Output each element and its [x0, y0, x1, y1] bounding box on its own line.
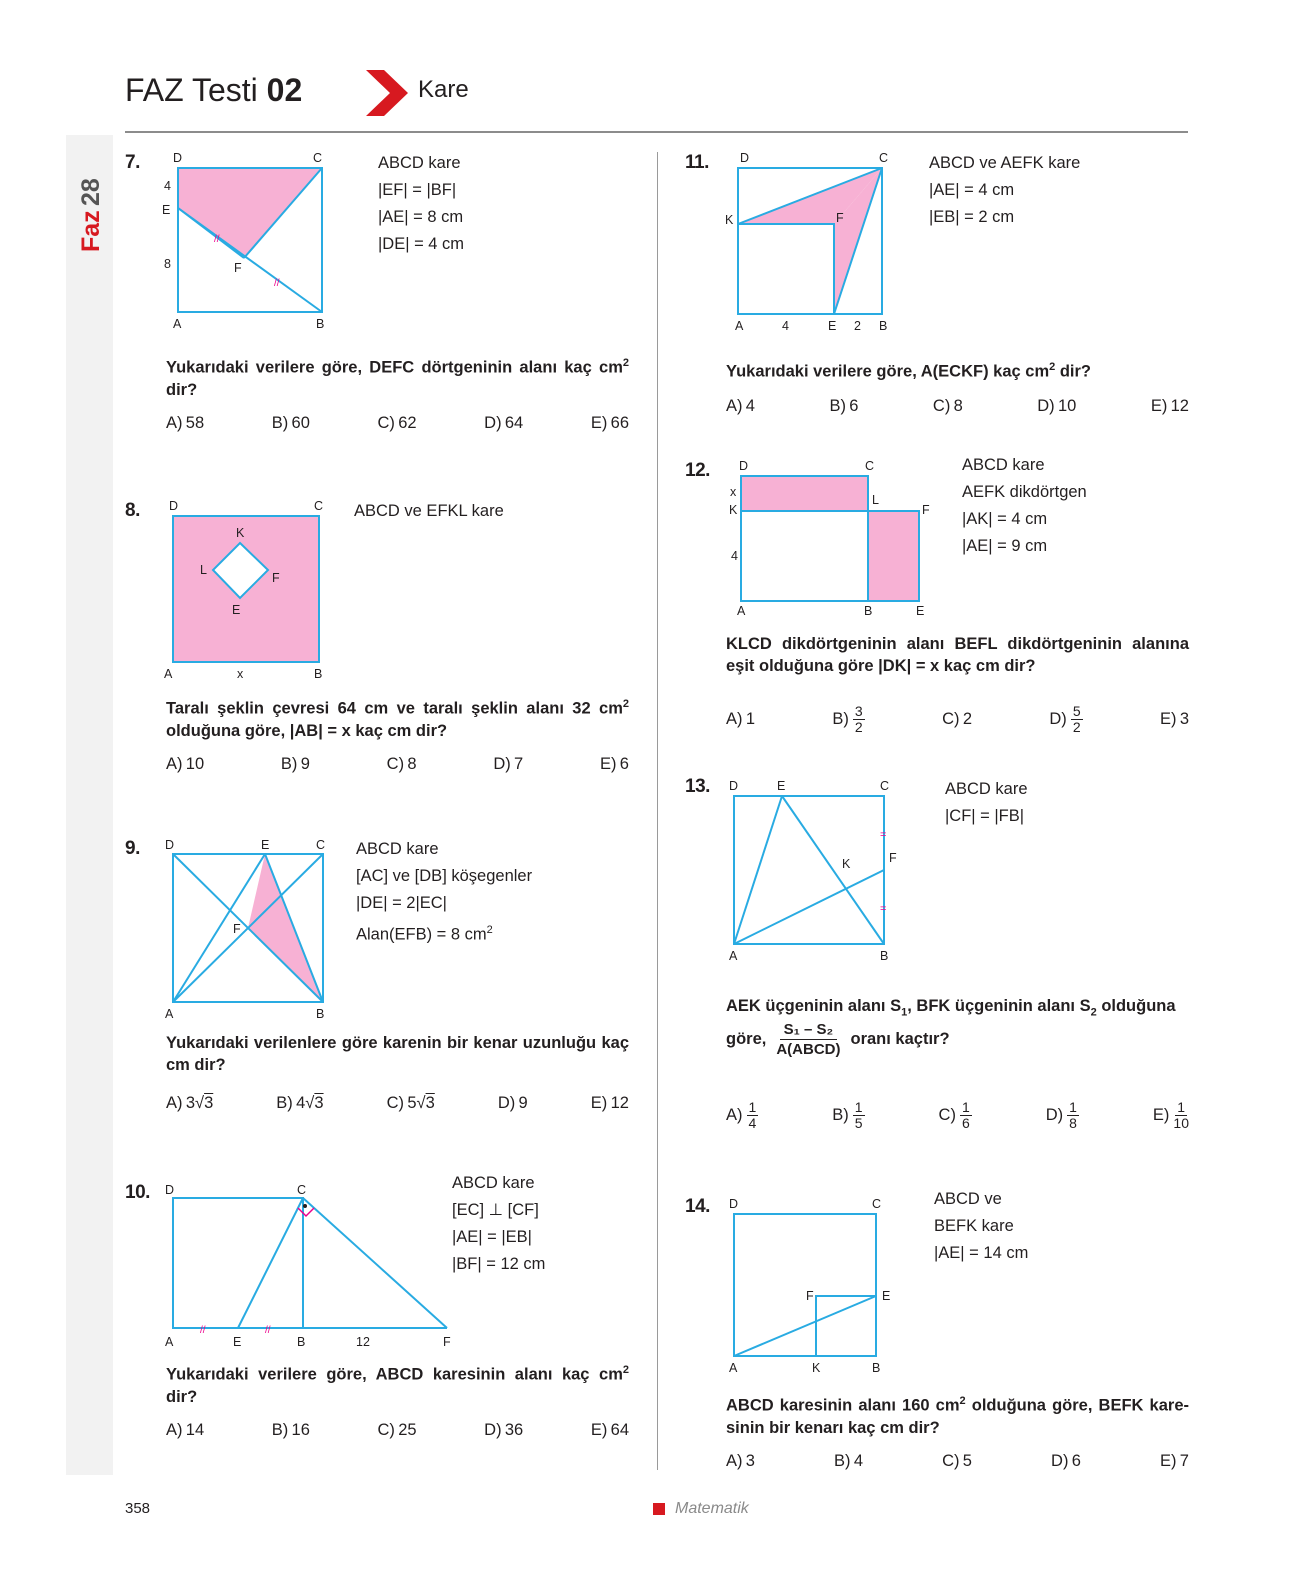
q13-option-a[interactable]: A) $\frac{1}{4}$ — [726, 1099, 757, 1131]
q9-question: Yukarıdaki verilenlere göre karenin bir kenar uzunluğu kaç cm dir? — [166, 1034, 629, 1074]
chevron-right-icon — [366, 70, 410, 116]
q11-label-A: A — [735, 319, 744, 333]
q12-label-F: F — [922, 503, 930, 517]
q14-figure — [722, 1194, 912, 1384]
q9-option-d[interactable]: D) 9 — [497, 1094, 528, 1112]
q12-label-C: C — [865, 459, 875, 473]
q14-inner-square — [816, 1296, 876, 1356]
q12-question: KLCD dikdörtgeninin alanı BEFL dikdörtgeninin alanına eşit olduğuna göre |DK| = x kaç cm dir? — [726, 635, 1189, 675]
q13-square — [734, 796, 887, 944]
q8-option-d[interactable]: D) 7 — [493, 755, 524, 773]
q12-figure — [722, 458, 942, 628]
q10-number: 10. — [125, 1182, 150, 1203]
q10-label-12: 12 — [356, 1335, 370, 1349]
q14-number: 14. — [685, 1196, 710, 1217]
q13-label-B: B — [880, 949, 889, 963]
column-divider — [657, 152, 658, 1470]
q7-question: Yukarıdaki verilere göre, DEFC dörtgeninin alanı kaç $cm^2$ dir? — [166, 357, 629, 399]
q8-option-c[interactable]: C) 8 — [386, 755, 417, 773]
q7-number: 7. — [125, 152, 140, 173]
svg-text:=: = — [880, 829, 887, 841]
q13-question: AEK üçgeninin alanı $S_1$, BFK üçgeninin alanı $S_2$ olduğuna — [726, 997, 1176, 1019]
q9-info: ABCD kare [AC] ve [DB] köşegenler |DE| = 2|EC| Alan(EFB) = 8 $cm^2$ — [356, 840, 533, 944]
q13-option-c[interactable]: C) $\frac{1}{6}$ — [938, 1099, 970, 1131]
q7-label-4: 4 — [164, 179, 171, 193]
q14-option-d[interactable]: D) 6 — [1051, 1452, 1081, 1470]
q10-option-a[interactable]: A) 14 — [166, 1421, 205, 1439]
q11-label-K: K — [725, 213, 734, 227]
q10-option-b[interactable]: B) 16 — [271, 1421, 310, 1439]
q9-label-C: C — [316, 838, 326, 852]
q12-label-A: A — [737, 604, 746, 618]
q10-option-e[interactable]: E) 64 — [590, 1421, 629, 1439]
q7-label-C: C — [313, 151, 323, 165]
q7-option-c[interactable]: C) 62 — [377, 414, 417, 432]
q7-option-b[interactable]: B) 60 — [271, 414, 310, 432]
q8-label-E: E — [232, 603, 241, 617]
q9-label-D: D — [165, 838, 175, 852]
q10-label-F: F — [443, 1335, 451, 1349]
page-title — [125, 72, 302, 109]
q11-label-D: D — [740, 151, 750, 165]
q12-label-K: K — [729, 503, 738, 517]
q9-option-e[interactable]: E) 12 — [590, 1094, 629, 1112]
q9-label-E: E — [261, 838, 270, 852]
q13-label-F: F — [889, 851, 897, 865]
q7-option-d[interactable]: D) 64 — [484, 414, 524, 432]
q12-label-x: x — [730, 485, 737, 499]
q8-label-D: D — [169, 499, 179, 513]
q13-figure — [722, 776, 912, 966]
q14-label-D: D — [729, 1197, 739, 1211]
q14-option-a[interactable]: A) 3 — [726, 1452, 755, 1470]
q8-label-C: C — [314, 499, 324, 513]
q8-label-L: L — [200, 563, 207, 577]
page-number: 358 — [125, 1500, 151, 1517]
svg-text:=: = — [880, 903, 887, 915]
q7-label-8: 8 — [164, 257, 171, 271]
q10-label-E: E — [233, 1335, 242, 1349]
q12-label-B: B — [864, 604, 873, 618]
side-number: 28 — [77, 178, 105, 206]
q7-label-A: A — [173, 317, 182, 331]
q13-label-E: E — [777, 779, 786, 793]
q9-option-c[interactable]: C) 5 √ 3 — [386, 1094, 435, 1112]
title-number: 02 — [266, 72, 303, 108]
q8-info: ABCD ve EFKL kare — [354, 502, 504, 520]
q14-label-F: F — [806, 1289, 814, 1303]
q12-option-d[interactable]: D) $\frac{5}{2}$ — [1049, 703, 1081, 735]
svg-text://: // — [200, 1325, 206, 1336]
q8-number: 8. — [125, 500, 140, 521]
q10-question: Yukarıdaki verilere göre, ABCD karesinin alanı kaç $cm^2$ dir? — [166, 1364, 629, 1406]
q13-label-C: C — [880, 779, 890, 793]
q8-options — [166, 755, 629, 774]
q11-number: 11. — [685, 152, 709, 173]
q9-number: 9. — [125, 838, 140, 859]
q12-label-L: L — [872, 493, 879, 507]
footer-square-icon — [653, 1503, 665, 1515]
q11-info: ABCD ve AEFK kare |AE| = 4 cm |EB| = 2 cm — [929, 154, 1081, 226]
q9-shaded-triangle — [248, 854, 323, 1002]
header-divider — [125, 131, 1188, 133]
q10-option-d[interactable]: D) 36 — [484, 1421, 524, 1439]
q8-option-a[interactable]: A) 10 — [166, 755, 205, 773]
q13-label-K: K — [842, 857, 851, 871]
q10-square — [173, 1198, 303, 1328]
q14-option-b[interactable]: B) 4 — [834, 1452, 864, 1470]
q12-option-b[interactable]: B) $\frac{3}{2}$ — [832, 703, 863, 735]
q13-info: ABCD kare |CF| = |FB| — [945, 780, 1028, 825]
q11-option-b[interactable]: B) 6 — [829, 397, 859, 415]
side-label — [66, 140, 113, 260]
q13-fraction: S₁ – S₂ A(ABCD) — [776, 1021, 841, 1058]
q12-option-a[interactable]: A) 1 — [726, 710, 755, 728]
q7-option-e[interactable]: E) 66 — [590, 414, 629, 432]
q11-option-a[interactable]: A) 4 — [726, 397, 755, 415]
q12-shaded-top — [741, 476, 868, 511]
q12-shaded-right — [868, 511, 919, 601]
q11-option-d[interactable]: D) 10 — [1037, 397, 1077, 415]
q11-label-E: E — [828, 319, 837, 333]
q7-label-B: B — [316, 317, 325, 331]
q13-options — [726, 1100, 1189, 1131]
q12-info: ABCD kare AEFK dikdörtgen |AK| = 4 cm |AE| = 9 cm — [962, 456, 1087, 555]
q7-info: ABCD kare |EF| = |BF| |AE| = 8 cm |DE| = 4 cm — [378, 154, 465, 253]
q12-number: 12. — [685, 460, 710, 481]
footer-subject — [653, 1500, 749, 1518]
q14-label-A: A — [729, 1361, 738, 1375]
q9-label-F: F — [233, 922, 241, 936]
q11-option-c[interactable]: C) 8 — [932, 397, 963, 415]
q11-label-F: F — [836, 211, 844, 225]
q9-option-b[interactable]: B) 4 √ 3 — [276, 1094, 324, 1112]
q13-label-A: A — [729, 949, 738, 963]
q9-figure — [160, 838, 340, 1018]
q10-figure — [160, 1180, 460, 1350]
side-strip — [66, 135, 113, 1475]
q14-info: ABCD ve BEFK kare |AE| = 14 cm — [934, 1190, 1029, 1262]
q14-label-K: K — [812, 1361, 821, 1375]
side-faz: Faz — [77, 210, 105, 252]
q13-number: 13. — [685, 776, 710, 797]
q8-option-b[interactable]: B) 9 — [280, 755, 310, 773]
topic-label: Kare — [418, 76, 469, 103]
title-prefix: FAZ Testi — [125, 72, 258, 108]
svg-text://: // — [265, 1325, 271, 1336]
q14-label-E: E — [882, 1289, 891, 1303]
q11-label-C: C — [879, 151, 889, 165]
q14-option-c[interactable]: C) 5 — [942, 1452, 972, 1470]
q7-label-E: E — [162, 203, 171, 217]
q11-figure — [722, 150, 912, 340]
q10-label-C: C — [297, 1183, 307, 1197]
q7-label-D: D — [173, 151, 183, 165]
q7-option-a[interactable]: A) 58 — [166, 414, 205, 432]
q14-option-e[interactable]: E) 7 — [1160, 1452, 1189, 1470]
q11-label-2: 2 — [854, 319, 861, 333]
q14-question: ABCD karesinin alanı 160 $cm^2$ olduğuna göre, BEFK kare-sinin bir kenarı kaç cm dir? — [726, 1395, 1189, 1437]
svg-text://: // — [274, 278, 280, 289]
q8-figure — [160, 498, 340, 688]
svg-text://: // — [214, 234, 220, 245]
q8-label-A: A — [164, 667, 173, 681]
q8-option-e[interactable]: E) 6 — [599, 755, 629, 773]
q8-label-F: F — [272, 571, 280, 585]
footer-subject-label: Matematik — [675, 1500, 749, 1517]
q14-label-C: C — [872, 1197, 882, 1211]
q10-label-B: B — [297, 1335, 306, 1349]
q9-label-B: B — [316, 1007, 325, 1018]
q11-label-4: 4 — [782, 319, 789, 333]
q10-options — [166, 1421, 629, 1440]
q7-shaded-region — [178, 168, 322, 258]
q11-label-B: B — [879, 319, 888, 333]
q8-question: Taralı şeklin çevresi 64 cm ve taralı şeklin alanı 32 $cm^2$ olduğuna göre, |AB| = x kaç cm dir? — [166, 698, 629, 740]
q8-label-B: B — [314, 667, 323, 681]
q9-option-a[interactable]: A) 3 √ 3 — [166, 1094, 214, 1112]
q12-option-c[interactable]: C) 2 — [942, 710, 972, 728]
q13-option-d[interactable]: D) $\frac{1}{8}$ — [1045, 1099, 1077, 1131]
q13-option-b[interactable]: B) $\frac{1}{5}$ — [832, 1099, 863, 1131]
q11-option-e[interactable]: E) 12 — [1150, 397, 1189, 415]
q9-label-A: A — [165, 1007, 174, 1018]
q9-options — [166, 1094, 629, 1113]
q14-square — [734, 1214, 876, 1356]
q8-label-K: K — [236, 526, 245, 540]
q12-option-e[interactable]: E) 3 — [1160, 710, 1189, 728]
q7-label-F: F — [234, 261, 242, 275]
q14-label-B: B — [872, 1361, 881, 1375]
q7-options — [166, 414, 629, 433]
q12-options — [726, 704, 1189, 735]
q12-label-4: 4 — [731, 549, 738, 563]
q12-label-D: D — [739, 459, 749, 473]
q10-info: ABCD kare [EC] ⊥ [CF] |AE| = |EB| |BF| = 12 cm — [452, 1174, 546, 1273]
q8-label-x: x — [237, 667, 244, 681]
q10-label-A: A — [165, 1335, 174, 1349]
q10-label-D: D — [165, 1183, 175, 1197]
q13-option-e[interactable]: E) $\frac{1}{10}$ — [1152, 1099, 1189, 1131]
q12-label-E: E — [916, 604, 925, 618]
q10-option-c[interactable]: C) 25 — [377, 1421, 417, 1439]
q7-figure — [160, 150, 340, 340]
q13-question-line2: göre, S₁ – S₂ A(ABCD) oranı kaçtır? — [726, 1021, 950, 1058]
q11-question: Yukarıdaki verilere göre, A(ECKF) kaç $cm^2$ dir? — [726, 361, 1091, 381]
q11-options — [726, 397, 1189, 416]
q13-label-D: D — [729, 779, 739, 793]
q14-options — [726, 1452, 1189, 1471]
